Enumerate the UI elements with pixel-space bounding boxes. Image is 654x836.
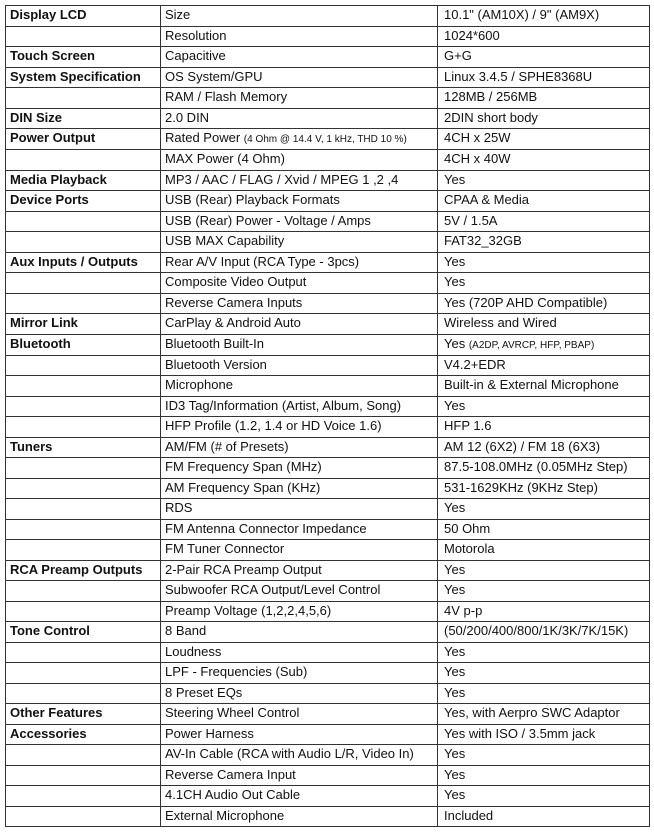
table-row — [6, 724, 650, 745]
value-cell — [438, 26, 650, 47]
value-cell — [438, 211, 650, 232]
category-cell — [6, 273, 161, 294]
feature-label: Microphone — [165, 377, 233, 392]
value-label: 4CH x 25W — [444, 130, 511, 145]
value-label: CPAA & Media — [444, 192, 530, 207]
value-label: Yes — [444, 500, 466, 515]
value-cell — [438, 293, 650, 314]
value-label: 10.1" (AM10X) / 9" (AM9X) — [444, 7, 600, 22]
feature-label: Composite Video Output — [165, 274, 307, 289]
value-label: Yes (720P AHD Compatible) — [444, 294, 608, 310]
feature-cell — [161, 376, 438, 397]
feature-label: Capacitive — [165, 48, 226, 63]
value-cell — [438, 642, 650, 663]
table-row — [6, 150, 650, 171]
table-row — [6, 601, 650, 622]
feature-label: Bluetooth Version — [165, 356, 267, 372]
value-cell — [438, 67, 650, 88]
feature-note: (4 Ohm @ 14.4 V, 1 kHz, THD 10 %) — [243, 134, 407, 145]
value-cell — [438, 314, 650, 335]
category-cell — [6, 663, 161, 684]
feature-label: RDS — [165, 500, 193, 515]
feature-cell — [161, 806, 438, 827]
value-cell — [438, 396, 650, 417]
value-cell — [438, 6, 650, 27]
feature-cell — [161, 786, 438, 807]
value-cell — [438, 376, 650, 397]
value-label: Yes — [444, 335, 466, 351]
category-cell: RCA Preamp Outputs — [6, 560, 161, 581]
category-cell — [6, 478, 161, 499]
category-cell — [6, 376, 161, 397]
feature-label: Reverse Camera Input — [165, 766, 296, 782]
value-cell — [438, 519, 650, 540]
table-row — [6, 273, 650, 294]
category-cell — [6, 765, 161, 786]
table-row — [6, 108, 650, 129]
feature-label: 2.0 DIN — [165, 109, 210, 125]
value-cell — [438, 581, 650, 602]
value-label: AM 12 (6X2) / FM 18 (6X3) — [444, 438, 601, 454]
value-cell — [438, 622, 650, 643]
table-row — [6, 745, 650, 766]
value-label: HFP 1.6 — [444, 418, 492, 433]
value-cell — [438, 765, 650, 786]
feature-cell — [161, 663, 438, 684]
value-note: (A2DP, AVRCP, HFP, PBAP) — [468, 339, 595, 351]
feature-label: LPF - Frequencies (Sub) — [165, 664, 308, 679]
value-label: Yes — [444, 746, 466, 761]
category-cell: Tuners — [6, 437, 161, 458]
value-label: 2DIN short body — [444, 109, 538, 125]
value-cell — [438, 499, 650, 520]
table-row — [6, 293, 650, 314]
feature-cell — [161, 417, 438, 438]
category-cell: Mirror Link — [6, 314, 161, 335]
table-row — [6, 806, 650, 827]
feature-cell — [161, 622, 438, 643]
value-label: (50/200/400/800/1K/3K/7K/15K) — [444, 623, 629, 638]
value-label: Yes — [444, 684, 466, 700]
feature-cell — [161, 560, 438, 581]
table-row — [6, 478, 650, 499]
feature-label: AM Frequency Span (KHz) — [165, 479, 321, 495]
feature-label: Rear A/V Input (RCA Type - 3pcs) — [165, 253, 360, 269]
feature-label: MP3 / AAC / FLAG / Xvid / MPEG 1 ,2 ,4 — [165, 171, 399, 187]
value-cell — [438, 108, 650, 129]
value-cell — [438, 417, 650, 438]
value-cell — [438, 806, 650, 827]
feature-label: Loudness — [165, 643, 222, 659]
feature-label: FM Frequency Span (MHz) — [165, 459, 322, 474]
value-label: V4.2+EDR — [444, 356, 506, 372]
table-row — [6, 67, 650, 88]
feature-cell — [161, 67, 438, 88]
category-cell: DIN Size — [6, 108, 161, 129]
feature-label: USB MAX Capability — [165, 233, 285, 248]
category-cell: Device Ports — [6, 191, 161, 212]
feature-label: CarPlay & Android Auto — [165, 315, 301, 330]
table-row — [6, 47, 650, 68]
value-cell — [438, 601, 650, 622]
feature-label: MAX Power (4 Ohm) — [165, 151, 285, 166]
value-cell — [438, 170, 650, 191]
feature-cell — [161, 150, 438, 171]
value-label: 5V / 1.5A — [444, 212, 498, 228]
feature-cell — [161, 458, 438, 479]
table-row — [6, 232, 650, 253]
feature-cell — [161, 355, 438, 376]
category-cell: Tone Control — [6, 622, 161, 643]
value-label: 4CH x 40W — [444, 151, 511, 166]
value-cell — [438, 88, 650, 109]
value-cell — [438, 458, 650, 479]
feature-label: AM/FM (# of Presets) — [165, 438, 289, 454]
table-row — [6, 355, 650, 376]
feature-label: Preamp Voltage (1,2,2,4,5,6) — [165, 602, 332, 618]
table-row — [6, 88, 650, 109]
category-cell: Accessories — [6, 724, 161, 745]
table-row — [6, 704, 650, 725]
value-label: Yes — [444, 253, 466, 269]
feature-cell — [161, 108, 438, 129]
value-label: FAT32_32GB — [444, 233, 522, 248]
table-row — [6, 129, 650, 150]
table-row — [6, 6, 650, 27]
table-row — [6, 252, 650, 273]
table-row — [6, 765, 650, 786]
value-cell — [438, 252, 650, 273]
value-cell — [438, 786, 650, 807]
feature-label: 4.1CH Audio Out Cable — [165, 787, 301, 802]
feature-label: Size — [165, 7, 191, 22]
table-row — [6, 417, 650, 438]
feature-label: AV-In Cable (RCA with Audio L/R, Video In) — [165, 746, 414, 761]
value-label: Yes, with Aerpro SWC Adaptor — [444, 705, 620, 720]
feature-label: Subwoofer RCA Output/Level Control — [165, 582, 381, 597]
category-cell — [6, 293, 161, 314]
value-label: 87.5-108.0MHz (0.05MHz Step) — [444, 459, 628, 474]
feature-label: HFP Profile (1.2, 1.4 or HD Voice 1.6) — [165, 418, 382, 433]
feature-label: Steering Wheel Control — [165, 705, 300, 720]
category-cell: Aux Inputs / Outputs — [6, 252, 161, 273]
table-row — [6, 26, 650, 47]
spec-table-body — [6, 6, 650, 827]
value-label: Wireless and Wired — [444, 315, 557, 330]
table-row — [6, 211, 650, 232]
feature-label: FM Tuner Connector — [165, 541, 285, 556]
feature-label: Bluetooth Built-In — [165, 335, 265, 351]
feature-cell — [161, 293, 438, 314]
feature-cell — [161, 211, 438, 232]
category-cell — [6, 581, 161, 602]
value-label: Yes — [444, 643, 466, 659]
value-label: 4V p-p — [444, 602, 483, 618]
category-cell: Other Features — [6, 704, 161, 725]
value-cell — [438, 334, 650, 355]
category-cell — [6, 355, 161, 376]
value-cell — [438, 683, 650, 704]
category-cell: Touch Screen — [6, 47, 161, 68]
value-cell — [438, 232, 650, 253]
value-label: Motorola — [444, 541, 495, 556]
table-row — [6, 314, 650, 335]
category-cell — [6, 499, 161, 520]
value-cell — [438, 745, 650, 766]
category-cell — [6, 232, 161, 253]
value-label: Yes — [444, 171, 466, 187]
value-label: Yes — [444, 664, 466, 679]
feature-label: Reverse Camera Inputs — [165, 294, 303, 310]
feature-cell — [161, 499, 438, 520]
category-cell: System Specification — [6, 67, 161, 88]
value-cell — [438, 47, 650, 68]
value-cell — [438, 273, 650, 294]
table-row — [6, 396, 650, 417]
feature-cell — [161, 129, 438, 150]
value-cell — [438, 437, 650, 458]
feature-cell — [161, 170, 438, 191]
category-cell — [6, 150, 161, 171]
value-label: Linux 3.4.5 / SPHE8368U — [444, 68, 593, 84]
value-label: Yes — [444, 582, 466, 597]
feature-cell — [161, 540, 438, 561]
feature-cell — [161, 334, 438, 355]
value-cell — [438, 478, 650, 499]
category-cell: Bluetooth — [6, 334, 161, 355]
category-cell — [6, 88, 161, 109]
value-label: Yes — [444, 561, 466, 577]
value-label: 128MB / 256MB — [444, 89, 538, 104]
feature-cell — [161, 232, 438, 253]
value-label: Yes — [444, 397, 466, 413]
value-label: Yes with ISO / 3.5mm jack — [444, 725, 596, 741]
value-cell — [438, 560, 650, 581]
feature-cell — [161, 745, 438, 766]
value-label: Included — [444, 807, 494, 823]
category-cell — [6, 458, 161, 479]
feature-cell — [161, 519, 438, 540]
feature-cell — [161, 581, 438, 602]
table-row — [6, 519, 650, 540]
feature-cell — [161, 273, 438, 294]
value-label: Yes — [444, 787, 466, 802]
category-cell — [6, 26, 161, 47]
table-row — [6, 437, 650, 458]
value-label: Yes — [444, 766, 466, 782]
feature-cell — [161, 704, 438, 725]
value-cell — [438, 150, 650, 171]
feature-cell — [161, 396, 438, 417]
value-cell — [438, 129, 650, 150]
feature-cell — [161, 252, 438, 273]
value-cell — [438, 540, 650, 561]
value-cell — [438, 191, 650, 212]
value-cell — [438, 355, 650, 376]
table-row — [6, 560, 650, 581]
feature-label: 8 Preset EQs — [165, 684, 243, 700]
feature-label: ID3 Tag/Information (Artist, Album, Song) — [165, 397, 402, 413]
category-cell — [6, 745, 161, 766]
feature-label: USB (Rear) Power - Voltage / Amps — [165, 212, 371, 228]
feature-cell — [161, 26, 438, 47]
table-row — [6, 786, 650, 807]
table-row — [6, 642, 650, 663]
feature-cell — [161, 88, 438, 109]
value-label: Yes — [444, 274, 466, 289]
feature-label: 8 Band — [165, 623, 207, 638]
table-row — [6, 191, 650, 212]
feature-label: 2-Pair RCA Preamp Output — [165, 561, 322, 577]
feature-label: RAM / Flash Memory — [165, 89, 288, 104]
table-row — [6, 458, 650, 479]
category-cell — [6, 519, 161, 540]
category-cell — [6, 806, 161, 827]
table-row — [6, 683, 650, 704]
feature-cell — [161, 314, 438, 335]
table-row — [6, 581, 650, 602]
category-cell — [6, 540, 161, 561]
feature-label: FM Antenna Connector Impedance — [165, 520, 367, 536]
feature-cell — [161, 6, 438, 27]
category-cell — [6, 786, 161, 807]
value-cell — [438, 724, 650, 745]
value-label: G+G — [444, 48, 472, 63]
feature-label: Rated Power — [165, 130, 241, 145]
category-cell: Media Playback — [6, 170, 161, 191]
spec-table — [5, 5, 650, 827]
feature-cell — [161, 47, 438, 68]
category-cell — [6, 211, 161, 232]
table-row — [6, 663, 650, 684]
table-row — [6, 499, 650, 520]
feature-cell — [161, 724, 438, 745]
value-label: Built-in & External Microphone — [444, 377, 619, 392]
feature-cell — [161, 601, 438, 622]
table-row — [6, 170, 650, 191]
table-row — [6, 334, 650, 355]
feature-label: USB (Rear) Playback Formats — [165, 192, 340, 207]
value-cell — [438, 704, 650, 725]
feature-cell — [161, 478, 438, 499]
feature-cell — [161, 437, 438, 458]
table-row — [6, 376, 650, 397]
feature-cell — [161, 683, 438, 704]
category-cell — [6, 417, 161, 438]
feature-label: Power Harness — [165, 725, 254, 741]
value-label: 1024*600 — [444, 27, 500, 43]
feature-label: OS System/GPU — [165, 68, 263, 84]
table-row — [6, 540, 650, 561]
feature-label: External Microphone — [165, 807, 285, 823]
feature-cell — [161, 642, 438, 663]
category-cell — [6, 683, 161, 704]
category-cell: Power Output — [6, 129, 161, 150]
value-label: 531-1629KHz (9KHz Step) — [444, 479, 598, 495]
feature-label: Resolution — [165, 27, 227, 43]
category-cell: Display LCD — [6, 6, 161, 27]
feature-cell — [161, 765, 438, 786]
feature-cell — [161, 191, 438, 212]
value-label: 50 Ohm — [444, 520, 491, 536]
category-cell — [6, 601, 161, 622]
category-cell — [6, 642, 161, 663]
category-cell — [6, 396, 161, 417]
table-row — [6, 622, 650, 643]
value-cell — [438, 663, 650, 684]
